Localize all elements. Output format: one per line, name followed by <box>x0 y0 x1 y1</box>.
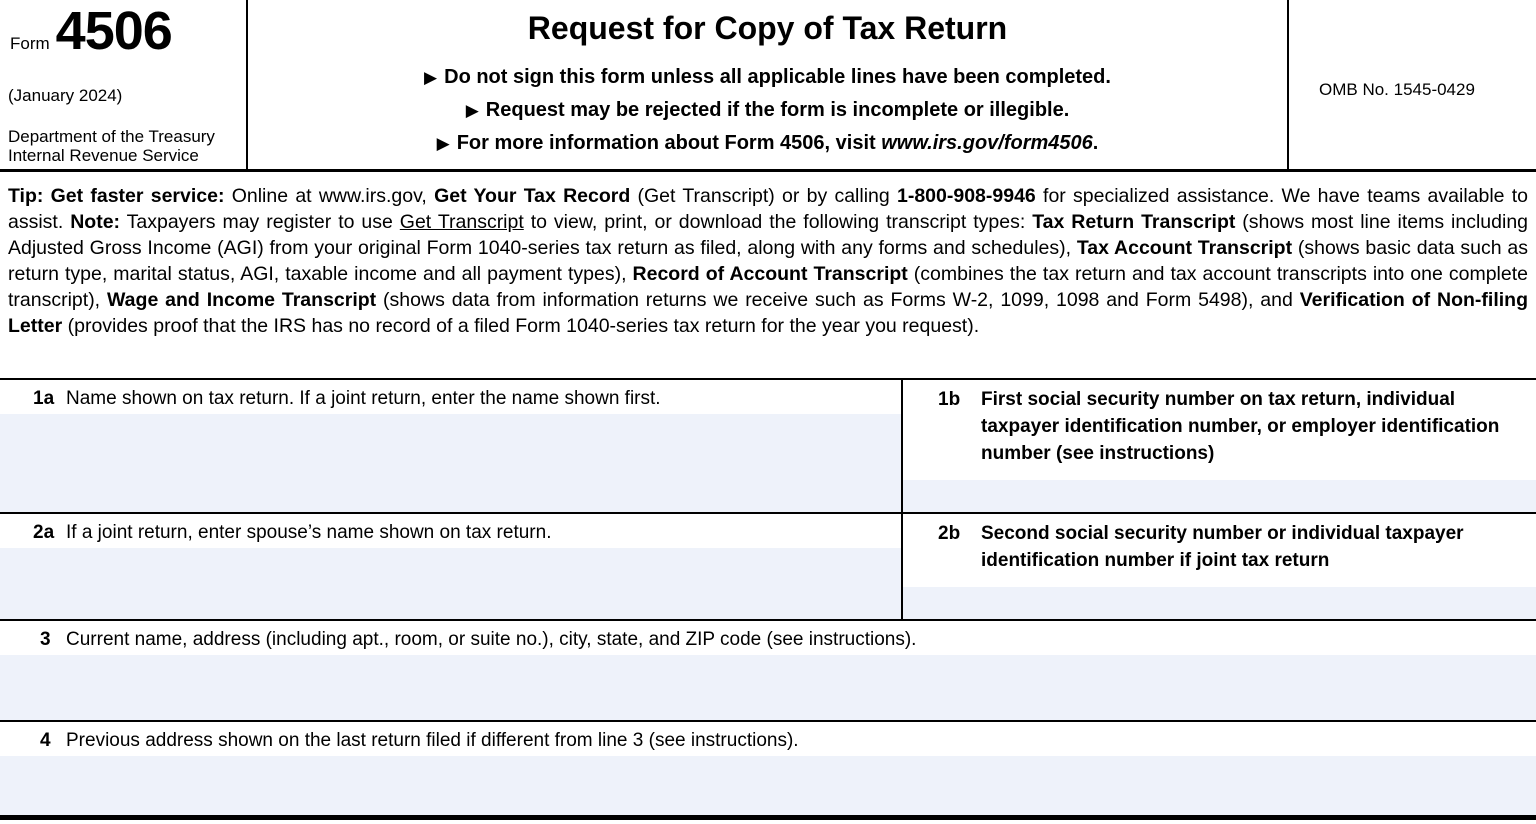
omb-number: OMB No. 1545-0429 <box>1319 80 1475 99</box>
tip-paragraph: Tip: Get faster service: Online at www.irs.gov, Get Your Tax Record (Get Transcript) or by calling 1-800-908-9946 for specialized assistance. We have teams available to assist. Note: Taxpayers may register to use Get Transcript to view, print, or download the following transcript types: Tax Return Transcript (shows most line items including Adjusted Gross Income (AGI) from your original Form 1040-series tax return as filed, along with any forms and schedules), Tax Account Transcript (shows basic data such as return type, marital status, AGI, taxable income and all payment types), Record of Account Transcript (combines the tax return and tax account transcripts into one complete transcript), Wage and Income Transcript (shows data from information returns we receive such as Forms W-2, 1099, 1098 and Form 5498), and Verification of Non-filing Letter (provides proof that the IRS has no record of a filed Form 1040-series tax return for the year you request). <box>8 185 1529 337</box>
agency-block <box>8 127 215 165</box>
form-row-1 <box>0 380 1536 514</box>
field-2a <box>0 514 903 619</box>
field-2b-labelrow <box>903 514 1536 578</box>
instruction-bullet-2-text: Request may be rejected if the form is incomplete or illegible. <box>485 99 1070 121</box>
form-row-3 <box>0 621 1536 722</box>
agency-line-1: Department of the Treasury <box>8 127 215 146</box>
field-4-input[interactable] <box>0 756 1536 815</box>
field-2a-labelrow <box>0 514 901 548</box>
arrow-right-icon: ▶ <box>436 134 450 153</box>
form-row-4 <box>0 722 1536 820</box>
instruction-bullets <box>248 61 1287 160</box>
instruction-bullet-1-text: Do not sign this form unless all applicable lines have been completed. <box>444 66 1111 88</box>
field-1a-label: Name shown on tax return. If a joint return, enter the name shown first. <box>66 388 661 409</box>
form-fields <box>0 378 1536 820</box>
field-3-labelrow <box>0 621 1536 655</box>
field-1a <box>0 380 903 512</box>
form-title-block <box>248 0 1289 169</box>
field-4-number: 4 <box>40 730 51 751</box>
form-title: Request for Copy of Tax Return <box>527 10 1008 46</box>
field-1b-number: 1b <box>938 389 961 410</box>
field-1b-label: First social security number on tax return, individual taxpayer identification number, or employer identification number (see instructions) <box>981 389 1500 464</box>
field-1b-labelrow <box>903 380 1536 471</box>
arrow-right-icon: ▶ <box>424 68 438 87</box>
field-1a-number: 1a <box>33 388 55 409</box>
field-2b-label: Second social security number or individual taxpayer identification number if joint tax return <box>981 523 1464 571</box>
field-2a-number: 2a <box>33 522 55 543</box>
field-2b <box>903 514 1536 619</box>
arrow-right-icon: ▶ <box>465 101 479 120</box>
omb-block <box>1289 0 1536 169</box>
instruction-bullet-2 <box>248 94 1287 127</box>
instruction-bullet-3 <box>248 127 1287 160</box>
form-revision-date: (January 2024) <box>8 86 123 105</box>
field-2a-input[interactable] <box>0 548 901 619</box>
field-2b-number: 2b <box>938 523 961 544</box>
field-1a-labelrow <box>0 380 901 414</box>
field-3-number: 3 <box>40 629 51 650</box>
field-3 <box>0 621 1536 720</box>
form-row-2 <box>0 514 1536 621</box>
field-1a-input[interactable] <box>0 414 901 512</box>
field-1b <box>903 380 1536 512</box>
field-2a-label: If a joint return, enter spouse’s name shown on tax return. <box>66 522 552 543</box>
field-4-label: Previous address shown on the last return filed if different from line 3 (see instructions). <box>66 730 799 751</box>
field-1b-input[interactable] <box>903 480 1536 512</box>
agency-line-2: Internal Revenue Service <box>8 146 199 165</box>
field-3-label: Current name, address (including apt., room, or suite no.), city, state, and ZIP code (see instructions). <box>66 629 917 650</box>
field-3-input[interactable] <box>0 655 1536 720</box>
form-number-line <box>10 1 172 61</box>
form-id-block <box>0 0 248 169</box>
instruction-bullet-1 <box>248 61 1287 94</box>
form-number: 4506 <box>55 1 172 61</box>
form-label: Form <box>10 34 50 53</box>
field-4-labelrow <box>0 722 1536 756</box>
field-4 <box>0 722 1536 815</box>
instruction-bullet-3-text: For more information about Form 4506, visit www.irs.gov/form4506. <box>456 132 1099 154</box>
field-2b-input[interactable] <box>903 587 1536 619</box>
form-header <box>0 0 1536 172</box>
